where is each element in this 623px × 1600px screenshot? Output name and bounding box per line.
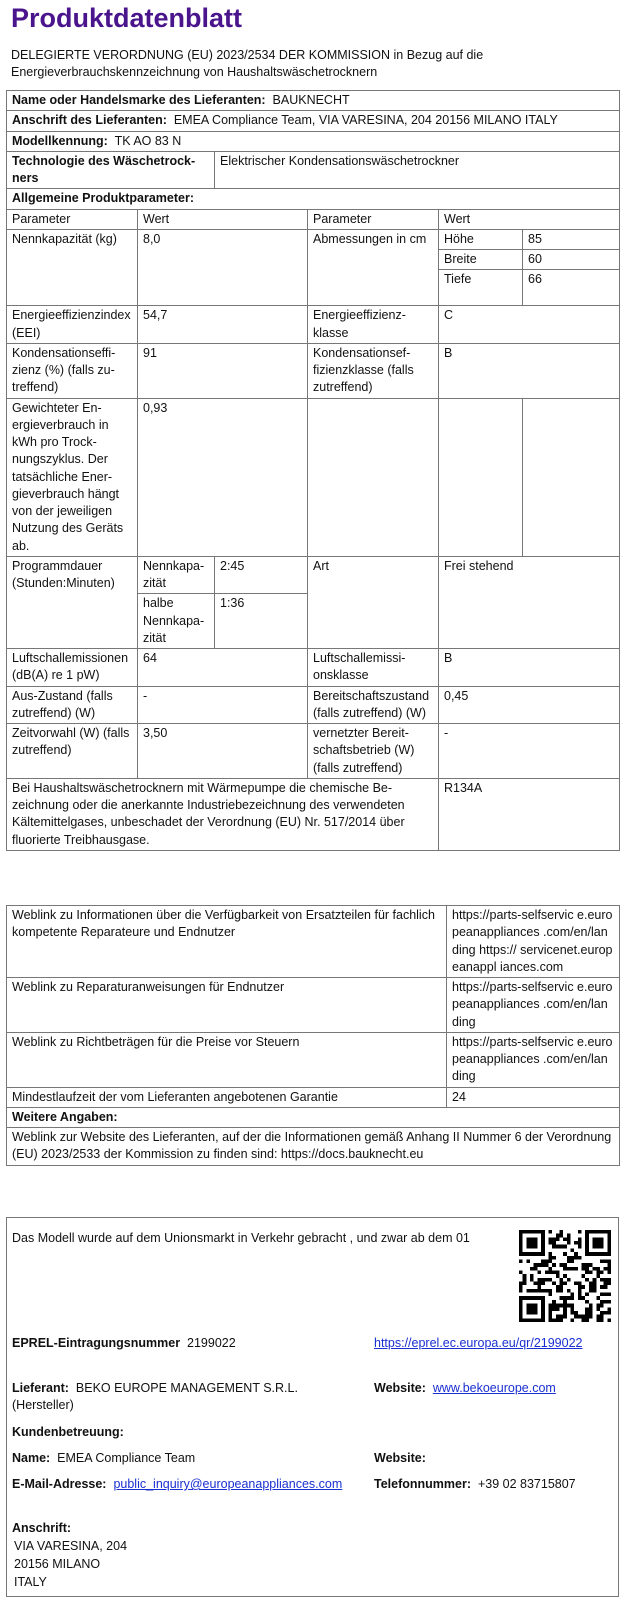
supplier-address-value: EMEA Compliance Team, VIA VARESINA, 204 20156 MILANO ITALY (173, 113, 558, 128)
refrigerant-value: R134A (439, 778, 620, 850)
phone-value: +39 02 83715807 (477, 1477, 576, 1491)
website2-label: Website: (374, 1451, 426, 1465)
page-title: Produktdatenblatt (11, 3, 243, 33)
off-mode-label: Aus-Zustand (falls zutreffend) (W) (7, 686, 138, 724)
table-row (7, 343, 620, 398)
supplier-name-label: Name oder Handelsmarke des Lieferanten: (12, 93, 266, 107)
warranty-label: Mindestlaufzeit der vom Lieferanten angebotenen Garantie (7, 1087, 447, 1107)
table-row (7, 306, 620, 344)
capacity-value: 8,0 (138, 229, 308, 306)
table-row (7, 1107, 620, 1127)
table-row (7, 1032, 620, 1087)
eprel-number: 2199022 (187, 1336, 236, 1350)
param-header: Parameter (7, 209, 138, 229)
qr-code-icon[interactable] (519, 1230, 611, 1322)
half-capacity-label: halbe Nennkapazität (138, 594, 215, 649)
condensation-class-value: B (439, 343, 620, 398)
customer-care-label: Kundenbetreuung: (12, 1425, 124, 1439)
param-header-row (7, 209, 620, 229)
table-row (7, 1087, 620, 1107)
address-label: Anschrift: (12, 1521, 72, 1535)
eprel-label: EPREL-Eintragungsnummer (12, 1336, 181, 1350)
energy-class-label: Energieeffizienzklasse (308, 306, 439, 344)
warranty-value: 24 (447, 1087, 620, 1107)
height-label: Höhe (439, 229, 523, 249)
table-row (7, 686, 620, 724)
address-line2: 20156 MILANO (14, 1557, 101, 1571)
general-params-label: Allgemeine Produktparameter: (7, 189, 620, 209)
spare-parts-label: Weblink zu Informationen über die Verfügbarkeit von Ersatzteilen für fachlich kompetente Reparateure und Endnutzer (7, 906, 447, 978)
width-label: Breite (439, 250, 523, 270)
supplier-address-label: Anschrift des Lieferanten: (12, 113, 167, 128)
standby-value: 0,45 (439, 686, 620, 724)
energy-class-value: C (439, 306, 620, 344)
width-value: 60 (523, 250, 620, 270)
energy-consumption-label: Gewichteter Energieverbrauch in kWh pro Trocknungszyklus. Der tatsächliche Energieverbrauch hängt von der jeweiligen Nutzung des Geräts ab. (7, 398, 138, 556)
condensation-class-label: Kondensationseffizienzklasse (falls zutreffend) (308, 343, 439, 398)
energy-consumption-value: 0,93 (138, 398, 308, 556)
technology-value: Elektrischer Kondensationswäschetrockner (215, 151, 620, 189)
website-link[interactable]: www.bekoeurope.com (432, 1381, 556, 1395)
supplier-website-text: Weblink zur Website des Lieferanten, auf der die Informationen gemäß Anhang II Nummer 6 der Verordnung (EU) 2023/2533 der Kommission zu finden sind: https://docs.bauknecht.eu (7, 1128, 620, 1166)
rated-capacity-label: Nennkapazität (138, 556, 215, 594)
duration-label: Programmdauer (Stunden:Minuten) (7, 556, 138, 648)
off-mode-value: - (138, 686, 308, 724)
table-row (7, 229, 620, 249)
model-row (7, 131, 620, 151)
type-value: Frei stehend (439, 556, 620, 648)
contact-name-label: Name: (12, 1451, 51, 1465)
noise-class-value: B (439, 649, 620, 687)
supplier-label: Lieferant: (12, 1381, 69, 1395)
networked-standby-value: - (439, 724, 620, 779)
table-row (7, 556, 620, 594)
technology-row (7, 151, 620, 189)
noise-class-label: Luftschallemissionsklasse (308, 649, 439, 687)
technology-label: Technologie des Wäschetrockners (7, 151, 215, 189)
noise-value: 64 (138, 649, 308, 687)
email-label: E-Mail-Adresse: (12, 1477, 107, 1491)
eprel-link[interactable]: https://eprel.ec.europa.eu/qr/2199022 (374, 1336, 583, 1350)
market-placement-text: Das Modell wurde auf dem Unionsmarkt in Verkehr gebracht , und zwar ab dem 01 (12, 1231, 470, 1245)
product-parameters-table (6, 90, 620, 851)
eprel-section (6, 1217, 619, 1597)
supplier-value: BEKO EUROPE MANAGEMENT S.R.L. (Hersteller) (12, 1381, 298, 1413)
value-header: Wert (439, 209, 620, 229)
supplier-address-row (7, 111, 620, 131)
height-value: 85 (523, 229, 620, 249)
table-row (7, 649, 620, 687)
table-row (7, 724, 620, 779)
standby-label: Bereitschaftszustand (falls zutreffend) (W) (308, 686, 439, 724)
price-label: Weblink zu Richtbeträgen für die Preise vor Steuern (7, 1032, 447, 1087)
supplier-name-value: BAUKNECHT (272, 93, 350, 107)
type-label: Art (308, 556, 439, 648)
model-value: TK AO 83 N (114, 133, 182, 148)
table-row (7, 978, 620, 1033)
table-row (7, 778, 620, 850)
capacity-label: Nennkapazität (kg) (7, 229, 138, 306)
phone-label: Telefonnummer: (374, 1477, 471, 1491)
table-row (7, 906, 620, 978)
price-link[interactable]: https://parts-selfservic e.europeanappliances .com/en/landing (447, 1032, 620, 1087)
param-header: Parameter (308, 209, 439, 229)
eei-label: Energieeffizienzindex (EEI) (7, 306, 138, 344)
address-line1: VIA VARESINA, 204 (14, 1539, 128, 1553)
email-link[interactable]: public_inquiry@europeanappliances.com (113, 1477, 343, 1491)
dimensions-label: Abmessungen in cm (308, 229, 439, 306)
repair-label: Weblink zu Reparaturanweisungen für Endnutzer (7, 978, 447, 1033)
delay-start-label: Zeitvorwahl (W) (falls zutreffend) (7, 724, 138, 779)
half-duration-value: 1:36 (215, 594, 308, 649)
condensation-label: Kondensationseffizienz (%) (falls zutreffend) (7, 343, 138, 398)
noise-label: Luftschallemissionen (dB(A) re 1 pW) (7, 649, 138, 687)
refrigerant-label: Bei Haushaltswäschetrocknern mit Wärmepumpe die chemische Bezeichnung oder die anerkannte Industriebezeichnung des verwendeten Kältemittelgases, unbeschadet der Verordnung (EU) Nr. 517/2014 über fluorierte Treibhausgase. (7, 778, 439, 850)
condensation-value: 91 (138, 343, 308, 398)
contact-name-value: EMEA Compliance Team (57, 1451, 196, 1465)
table-row (7, 398, 620, 556)
supplier-name-row (7, 91, 620, 111)
value-header: Wert (138, 209, 308, 229)
address-line3: ITALY (14, 1575, 47, 1589)
table-row (7, 1128, 620, 1166)
further-info-label: Weitere Angaben: (7, 1107, 620, 1127)
eei-value: 54,7 (138, 306, 308, 344)
repair-link[interactable]: https://parts-selfservic e.europeanappliances .com/en/landing (447, 978, 620, 1033)
depth-value: 66 (523, 270, 620, 306)
spare-parts-link[interactable]: https://parts-selfservic e.europeanappliances .com/en/landing https:// servicenet.europeanappl iances.com (447, 906, 620, 978)
delay-start-value: 3,50 (138, 724, 308, 779)
weblinks-table (6, 905, 620, 1166)
depth-label: Tiefe (439, 270, 523, 306)
networked-standby-label: vernetzter Bereitschaftsbetrieb (W) (falls zutreffend) (308, 724, 439, 779)
rated-duration-value: 2:45 (215, 556, 308, 594)
regulation-subtitle: DELEGIERTE VERORDNUNG (EU) 2023/2534 DER KOMMISSION in Bezug auf die Energieverbrauchskennzeichnung von Haushaltswäschetrocknern (11, 48, 484, 80)
general-params-row (7, 189, 620, 209)
website-label: Website: (374, 1381, 426, 1395)
model-label: Modellkennung: (12, 133, 108, 148)
